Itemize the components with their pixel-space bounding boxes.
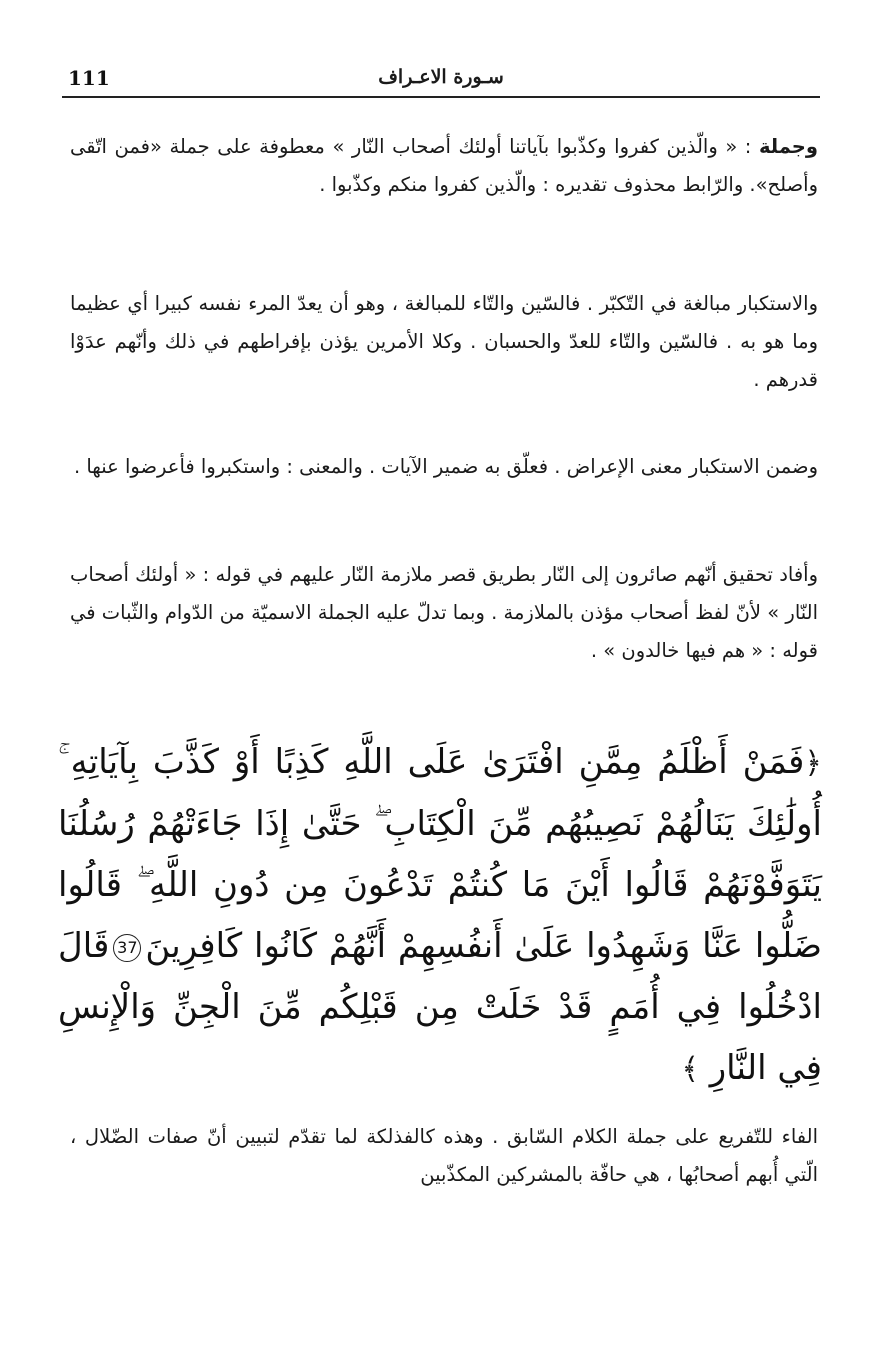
paragraph-lead-word: وجملة [758,135,818,158]
paragraph-text: وضمن الاستكبار معنى الإعراض . فعلّق به ضمير الآيات . والمعنى : واستكبروا فأعرضوا عنها . [73,455,818,478]
surah-title: سـورة الاعـراف [378,66,504,88]
paragraph-text: وأفاد تحقيق أنّهم صائرون إلى النّار بطريق قصر ملازمة النّار عليهم في قوله : « أولئك أصحاب النّار » لأنّ لفظ أصحاب مؤذن بالملازمة . وبما تدلّ عليه الجملة الاسميّة من الدّوام والثّبات في قوله : « هم فيها خالدون » . [70,563,818,662]
verse-close-bracket: ﴾ [681,1052,699,1087]
paragraph-text: الفاء للتّفريع على جملة الكلام السّابق . وهذه كالفذلكة لما تقدّم لتبيين أنّ صفات الضّلال ، الّتي أُبهم أصحابُها ، هي حافّة بالمشركين المكذّبين [70,1125,818,1186]
paragraph-text: : « والّذين كفروا وكذّبوا بآياتنا أولئك أصحاب النّار » معطوفة على جملة «فمن اتّقى وأصلح». والرّابط محذوف تقديره : والّذين كفروا منكم وكذّبوا . [70,135,818,196]
commentary-paragraph [70,448,818,486]
page-number: 111 [68,66,110,90]
verse-text-part-2: قَالَ ادْخُلُوا فِي أُمَمٍ قَدْ خَلَتْ مِن قَبْلِكُم مِّنَ الْجِنِّ وَالْإِنسِ فِي النَّارِ [58,926,822,1088]
verse-text-part-1: فَمَنْ أَظْلَمُ مِمَّنِ افْتَرَىٰ عَلَى اللَّهِ كَذِبًا أَوْ كَذَّبَ بِآيَاتِهِ ۚ أُولَٰئِكَ يَنَالُهُمْ نَصِيبُهُم مِّنَ الْكِتَابِ ۖ حَتَّىٰ إِذَا جَاءَتْهُمْ رُسُلُنَا يَتَوَفَّوْنَهُمْ قَالُوا أَيْنَ مَا كُنتُمْ تَدْعُونَ مِن دُونِ اللَّهِ ۖ قَالُوا ضَلُّوا عَنَّا وَشَهِدُوا عَلَىٰ أَنفُسِهِمْ أَنَّهُمْ كَانُوا كَافِرِينَ [58,742,822,966]
commentary-paragraph [70,285,818,399]
commentary-paragraph [70,556,818,670]
verse-number-marker: 37 [113,934,141,962]
paragraph-text: والاستكبار مبالغة في التّكبّر . فالسّين والتّاء للمبالغة ، وهو أن يعدّ المرء نفسه كبيرا أي عظيما وما هو به . فالسّين والتّاء للعدّ والحسبان . وكلا الأمرين يؤذن بإفراطهم في ذلك وأنّهم عدَوْا قدرهم . [70,292,818,391]
commentary-paragraph [70,128,818,204]
page-header [62,64,820,98]
verse-open-bracket: ﴿ [804,746,822,781]
quran-verse [58,732,822,1100]
closing-commentary-paragraph [70,1118,818,1194]
